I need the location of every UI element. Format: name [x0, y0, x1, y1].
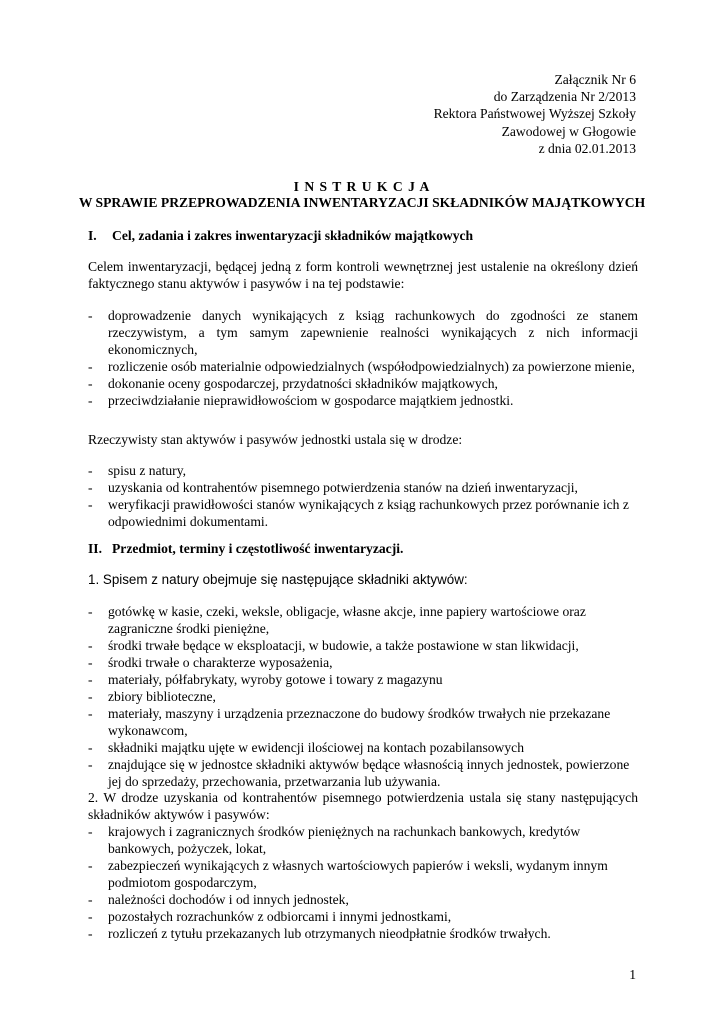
document-subtitle: W SPRAWIE PRZEPROWADZENIA INWENTARYZACJI SKŁADNIKÓW MAJĄTKOWYCH — [78, 195, 646, 210]
list-item: - zabezpieczeń wynikających z własnych wartościowych papierów i weksli, wydanym innym podmiotom gospodarczym, — [88, 858, 608, 890]
list-item: - należności dochodów i od innych jednostek, — [88, 892, 349, 907]
section-title: Cel, zadania i zakres inwentaryzacji składników majątkowych — [112, 228, 474, 243]
list-item: - znajdujące się w jednostce składniki aktywów będące własnością innych jednostek, powierzone jej do sprzedaży, przechowania, przetwarzania lub używania. — [88, 757, 630, 789]
list-item: - zbiory biblioteczne, — [88, 689, 216, 704]
list-item: - składniki majątku ujęte w ewidencji ilościowej na kontach pozabilansowych — [88, 740, 525, 755]
bullet-list — [88, 823, 638, 942]
paragraph: 2. W drodze uzyskania od kontrahentów pisemnego potwierdzenia ustala się stany następujących składników aktywów i pasywów: — [88, 790, 638, 822]
paragraph: 1. Spisem z natury obejmuje się następujące składniki aktywów: — [88, 572, 468, 587]
header-line: Rektora Państwowej Wyższej Szkoły — [433, 106, 636, 122]
section-number: I. — [88, 228, 97, 243]
list-item: - rozliczeń z tytułu przekazanych lub otrzymanych nieodpłatnie środków trwałych. — [88, 926, 551, 941]
bullet-list — [88, 307, 638, 409]
header-line: do Zarządzenia Nr 2/2013 — [493, 89, 636, 105]
document-title: I N S T R U K C J A — [293, 179, 431, 194]
section-number: II. — [88, 541, 102, 556]
bullet-list — [88, 603, 638, 790]
header-line: Załącznik Nr 6 — [554, 72, 636, 87]
section-heading — [88, 540, 403, 557]
list-item: - weryfikacji prawidłowości stanów wynikających z ksiąg rachunkowych przez porównanie ich z odpowiednimi dokumentami. — [88, 497, 629, 529]
list-item: - środki trwałe o charakterze wyposażenia, — [88, 655, 333, 670]
header-line: z dnia 02.01.2013 — [538, 140, 636, 156]
paragraph: Rzeczywisty stan aktywów i pasywów jednostki ustala się w drodze: — [88, 432, 463, 447]
list-item: - doprowadzenie danych wynikających z ksiąg rachunkowych do zgodności ze stanem rzeczywistym, a tym samym zapewnienie realności wynikających z nich informacji ekonomicznych, — [88, 308, 638, 357]
section-heading — [88, 227, 473, 244]
list-item: - materiały, półfabrykaty, wyroby gotowe i towary z magazynu — [88, 672, 443, 687]
list-item: - materiały, maszyny i urządzenia przeznaczone do budowy środków trwałych nie przekazane wykonawcom, — [88, 706, 611, 738]
list-item: - krajowych i zagranicznych środków pieniężnych na rachunkach bankowych, kredytów bankowych, pożyczek, lokat, — [88, 824, 581, 856]
bullet-list — [88, 462, 638, 530]
header-line: Zawodowej w Głogowie — [501, 123, 636, 139]
page-number: 1 — [629, 967, 636, 982]
list-item: - dokonanie oceny gospodarczej, przydatności składników majątkowych, — [88, 376, 498, 391]
list-item: - rozliczenie osób materialnie odpowiedzialnych (współodpowiedzialnych) za powierzone mienie, — [88, 359, 635, 374]
list-item: - uzyskania od kontrahentów pisemnego potwierdzenia stanów na dzień inwentaryzacji, — [88, 480, 578, 495]
list-item: - spisu z natury, — [88, 463, 187, 478]
list-item: - przeciwdziałanie nieprawidłowościom w gospodarce majątkiem jednostki. — [88, 393, 514, 408]
list-item: - gotówkę w kasie, czeki, weksle, obligacje, własne akcje, inne papiery wartościowe oraz zagraniczne środki pieniężne, — [88, 604, 586, 636]
paragraph: Celem inwentaryzacji, będącej jedną z form kontroli wewnętrznej jest ustalenie na określony dzień faktycznego stanu aktywów i pasywów i na tej podstawie: — [88, 259, 638, 291]
annex-header — [434, 71, 636, 157]
list-item: - środki trwałe będące w eksploatacji, w budowie, a także postawione w stan likwidacji, — [88, 638, 579, 653]
section-title: Przedmiot, terminy i częstotliwość inwentaryzacji. — [112, 541, 404, 556]
list-item: - pozostałych rozrachunków z odbiorcami i innymi jednostkami, — [88, 909, 452, 924]
